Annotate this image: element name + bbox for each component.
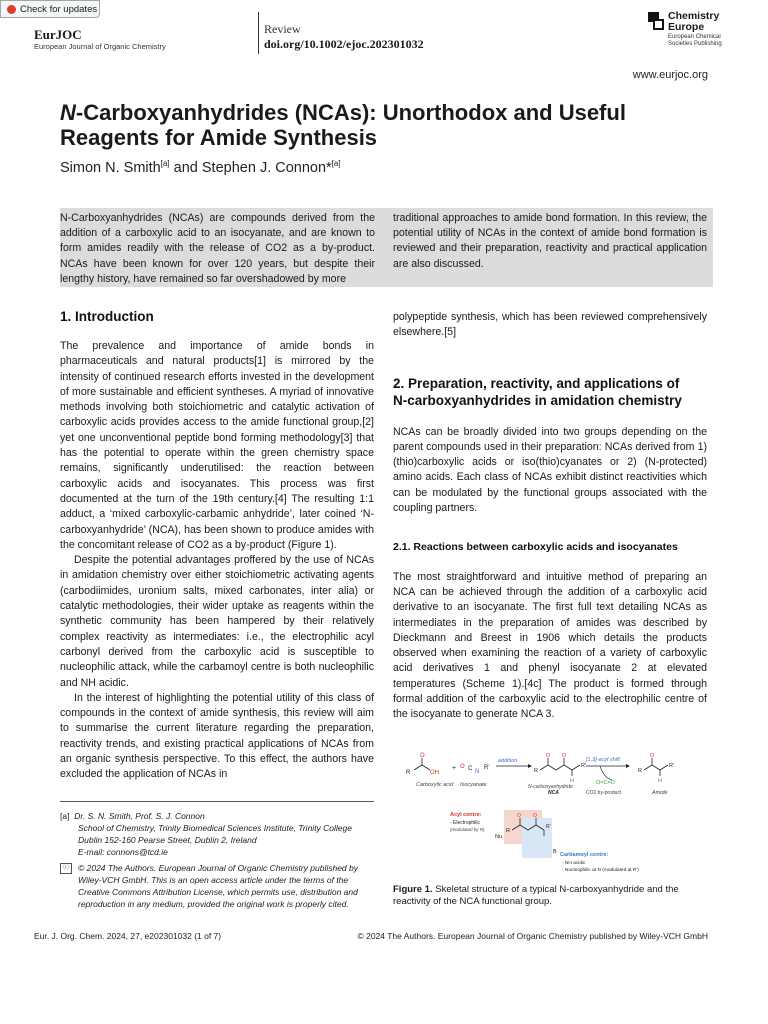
abstract-box bbox=[60, 208, 713, 287]
carboxylic-acid-label: Carboxylic acid bbox=[416, 782, 454, 788]
svg-text:O: O bbox=[562, 753, 567, 759]
svg-text:C: C bbox=[468, 766, 473, 772]
svg-text:R': R' bbox=[581, 763, 587, 769]
section-2-heading: 2. Preparation, reactivity, and applications of N-carboxyanhydrides in amidation chemistry bbox=[393, 375, 682, 408]
isocyanate-label: Isocyanate bbox=[460, 782, 487, 788]
check-for-updates-badge[interactable] bbox=[0, 0, 100, 18]
article-title: N-Carboxyanhydrides (NCAs): Unorthodox and Useful Reagents for Amide Synthesis bbox=[60, 100, 626, 150]
carbamoyl-centre-item-2: - Nucleophilic at N (modulated at R') bbox=[562, 868, 639, 873]
updates-icon bbox=[7, 5, 16, 14]
journal-name: EurJOC bbox=[34, 27, 82, 42]
carbamoyl-centre-title: Carbamoyl centre: bbox=[560, 852, 609, 858]
abstract-left: N-Carboxyanhydrides (NCAs) are compounds derived from the addition of a carboxylic acid to an isocyanate, and are known to form amides readily with the release of CO2 as a by-product. NCAs have been known for over 120 years, but despite their lengthy history, have remained so far overshadowed by more bbox=[60, 212, 375, 285]
affiliation-footnote: [a] Dr. S. N. Smith, Prof. S. J. Connon School of Chemistry, Trinity Biomedical Sciences Institute, Trinity College Dublin 152-160 Pearse Street, Dublin 2, Ireland E-mail: connons@tcd.ie bbox=[60, 810, 374, 858]
acyl-centre-item-2: (modulated by R) bbox=[450, 827, 485, 832]
svg-text:O: O bbox=[517, 813, 521, 819]
right-column bbox=[393, 310, 707, 723]
intro-paragraph-3: In the interest of highlighting the potential utility of this class of compounds in the context of amide synthesis, this review will aim to summarise the current literature regarding the preparation, reactivity trends, and existing practical applications of NCAs from an organic synthesis perspective. To this effect, the authors have excluded the application of NCAs in bbox=[60, 691, 374, 781]
publisher-subtitle: European Chemical Societies Publishing bbox=[668, 34, 722, 47]
publisher-logo bbox=[648, 10, 748, 52]
intro-paragraph-1: The prevalence and importance of amide bonds in pharmaceuticals and natural products[1] is mirrored by the intensity of continued research efforts invested in the development of more sustainable and efficient syntheses. A myriad of innovative methods involving both stoichiometric and catalytic activation of carboxylic acids provides access to the amide functional group,[2] yet one unconventional peptide bond forming methodology[3] that has the potential to operate within the green chemistry space remains, significantly underutilised: the reaction between carboxylic acids and isocyanates. This process was first documented at the turn of the 19th century.[4] The resulting 1:1 adduct, a ‘mixed carboxylic-carbamic anhydride’, later coined ‘N-carboxyanhydride’ (NCA), has been shown to produce amides with the concomitant release of CO2 as a by-product (Figure 1). bbox=[60, 340, 374, 551]
section-2-1-paragraph: The most straightforward and intuitive method of preparing an NCA can be achieved through the addition of a carboxylic acid derivative to an isocyanate. The first full text detailing NCAs as intermediates in the preparation of amides was described by Dieckmann and Breest in 1906 which details the products observed when examining the reaction of a variety of carboxylic acid derivatives 1 and phenyl isocyanate 2 at elevated temperatures (Scheme 1).[4c] The product is formed through formal addition of the carboxylic acid to the electrophilic centre of the isocyanate to generate NCA 3. bbox=[393, 570, 707, 721]
article-type: Review bbox=[264, 22, 301, 36]
author-2[interactable]: Stephen J. Connon* bbox=[201, 160, 332, 176]
carboxylic-acid-structure bbox=[414, 758, 430, 770]
svg-text:O: O bbox=[460, 764, 465, 770]
addition-label: addition bbox=[498, 758, 518, 764]
license-footnote: ⓒ © 2024 The Authors. European Journal of Organic Chemistry published by Wiley-VCH GmbH. This is an open access article under the terms of the Creative Commons Attribution License, which permits use, distribution and reproduction in any medium, provided the original work is properly cited. bbox=[60, 862, 374, 910]
nucleophile-label: Nu bbox=[495, 834, 503, 840]
intro-paragraph-2: Despite the potential advantages proffered by the use of NCAs in amidation chemistry over either stoichiometric activating agents (carbodiimides, uronium salts, mixed carbonates, inter alia) or catalytic methodologies, their wider uptake as reagents within the synthetic community has been hampered by their relatively complex reactivity as intermediates: i.e., the electrophilic acyl carbonyl derived from the carboxylic acid is susceptible to nucleophilic attack, while the carbamoyl centre is both nucleophilic and NH acidic. bbox=[60, 554, 374, 689]
acyl-shift-label: [1,3]-acyl shift bbox=[586, 757, 620, 763]
author-email[interactable]: E-mail: connons@tcd.ie bbox=[78, 847, 168, 857]
svg-text:N: N bbox=[475, 769, 480, 775]
co2-label: CO2 by-product bbox=[586, 790, 622, 796]
figure-1-scheme bbox=[400, 752, 710, 880]
amide-label: Amide bbox=[652, 790, 668, 796]
abstract-right: traditional approaches to amide bond formation. In this review, the potential utility of NCAs in the context of amide bond formation is reviewed and their preparation, reactivity and practical application are also discussed. bbox=[393, 212, 707, 270]
svg-text:H: H bbox=[570, 778, 574, 784]
svg-text:R': R' bbox=[546, 824, 551, 830]
svg-text:H: H bbox=[658, 778, 662, 784]
journal-full-name: European Journal of Organic Chemistry bbox=[34, 42, 166, 51]
footnote-divider bbox=[60, 801, 374, 802]
author-list: Simon N. Smith[a] and Stephen J. Connon*[a] bbox=[60, 159, 341, 176]
citation-footer: Eur. J. Org. Chem. 2024, 27, e202301032 (1 of 7) bbox=[34, 931, 222, 941]
nca-label: N-carboxyanhydride bbox=[528, 784, 573, 790]
doi-link[interactable]: doi.org/10.1002/ejoc.202301032 bbox=[264, 37, 424, 51]
svg-text:R: R bbox=[534, 768, 538, 774]
journal-website[interactable]: www.eurjoc.org bbox=[632, 69, 708, 81]
base-label: B bbox=[553, 849, 557, 855]
section-2-1-heading: 2.1. Reactions between carboxylic acids and isocyanates bbox=[393, 541, 678, 554]
svg-text:+: + bbox=[452, 765, 457, 772]
svg-text:O: O bbox=[650, 753, 655, 759]
svg-text:O=C=O: O=C=O bbox=[596, 780, 615, 786]
badge-label: Check for updates bbox=[20, 3, 98, 15]
publisher-name: Chemistry Europe bbox=[668, 10, 720, 33]
author-1[interactable]: Simon N. Smith bbox=[60, 160, 161, 176]
svg-text:O: O bbox=[533, 813, 537, 819]
svg-text:O: O bbox=[546, 753, 551, 759]
right-paragraph-0: polypeptide synthesis, which has been reviewed comprehensively elsewhere.[5] bbox=[393, 311, 707, 339]
carbamoyl-centre-item-1: - NH acidic bbox=[562, 861, 586, 866]
left-column bbox=[60, 308, 374, 783]
acyl-centre-item-1: - Electrophilic bbox=[450, 820, 481, 826]
svg-text:R: R bbox=[506, 828, 510, 834]
acyl-centre-title: Acyl centre: bbox=[450, 812, 482, 818]
nca-structure bbox=[540, 758, 580, 776]
section-2-paragraph: NCAs can be broadly divided into two groups depending on the parent compounds used in their preparation: NCAs derived from 1) (thio)carboxylic acids or iso(thio)cyanates or 2) (N-protected) amino acids. Each class of NCAs exhibit distinct reactivities which can be modulated by the functional groups associated with the coupling partners. bbox=[393, 425, 707, 515]
publisher-mark-icon bbox=[648, 12, 664, 30]
svg-text:R: R bbox=[406, 770, 411, 776]
svg-text:R': R' bbox=[669, 763, 675, 769]
header-divider bbox=[258, 12, 259, 54]
amide-structure bbox=[644, 758, 668, 776]
figure-1-caption: Figure 1. Skeletal structure of a typical N-carboxyanhydride and the reactivity of the NCA functional group. bbox=[393, 884, 679, 907]
open-access-icon: ⓒ bbox=[60, 863, 72, 874]
svg-text:R': R' bbox=[484, 765, 490, 771]
svg-text:R: R bbox=[638, 768, 642, 774]
copyright-footer: © 2024 The Authors. European Journal of Organic Chemistry published by Wiley-VCH GmbH bbox=[357, 931, 708, 941]
svg-text:OH: OH bbox=[430, 770, 439, 776]
intro-heading: 1. Introduction bbox=[60, 309, 154, 324]
svg-text:O: O bbox=[420, 753, 425, 759]
nca-short-label: NCA bbox=[548, 790, 559, 796]
